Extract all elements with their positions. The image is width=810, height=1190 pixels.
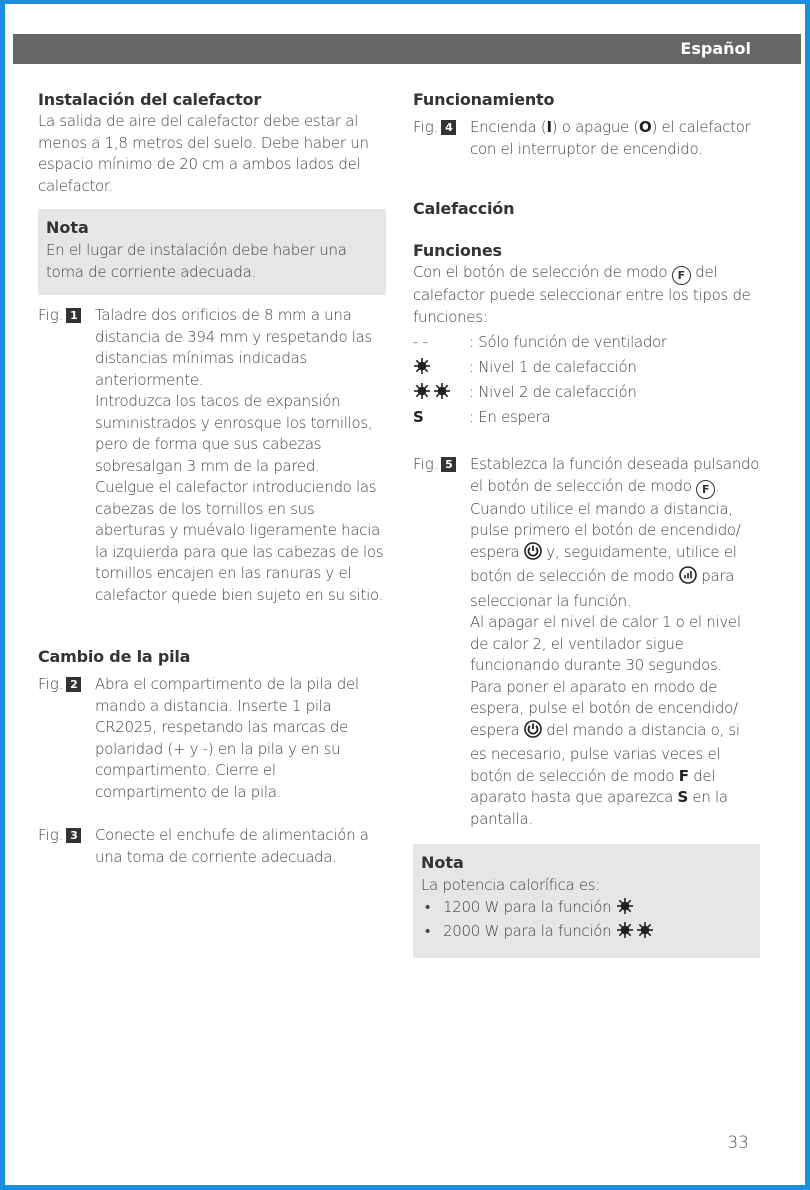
fig-number-badge: 2 bbox=[66, 677, 81, 692]
fig-label: Fig. 5 bbox=[413, 454, 456, 476]
mode-button-icon: F bbox=[696, 480, 715, 499]
language-header bbox=[13, 34, 801, 64]
power-item-1: • 1200 W para la función bbox=[421, 897, 752, 922]
note-intro: La potencia calorífica es: bbox=[421, 876, 601, 894]
fig-1-instructions bbox=[38, 305, 386, 606]
heating-title: Calefacción bbox=[413, 199, 515, 218]
fig-label: Fig. 3 bbox=[38, 825, 81, 847]
remote-mode-icon bbox=[679, 566, 697, 591]
fig-1-step-3: Cuelgue el calefactor introduciendo las cabezas de los tornillos en sus aberturas y muévalo ligeramente hacia la izquierda para que las cabezas de los tornillos encajen en las ranuras y el calefactor quede bien sujeto en su sitio. bbox=[95, 478, 384, 604]
power-item-2: • 2000 W para la función bbox=[421, 921, 752, 946]
operation-title: Funcionamiento bbox=[413, 90, 555, 109]
fig-label: Fig. 1 bbox=[38, 305, 81, 327]
install-body: La salida de aire del calefactor debe estar al menos a 1,8 metros del suelo. Debe haber un espacio mínimo de 20 cm a ambos lados del calefactor. bbox=[38, 112, 369, 195]
fig-5-step-2: Cuando utilice el mando a distancia, pulse primero el botón de encendido/ espera y, seguidamente, utilice el botón de selección de modo para seleccionar la función. bbox=[470, 499, 741, 610]
right-column bbox=[413, 89, 760, 958]
page-number: 33 bbox=[727, 1133, 749, 1153]
fig-2-body: Abra el compartimento de la pila del mando a distancia. Inserte 1 pila CR2025, respetando las marcas de polaridad (+ y -) en la pila y en su compartimento. Cierre el compartimento de la pila. bbox=[95, 675, 359, 801]
fig-number-badge: 1 bbox=[66, 308, 81, 323]
note-title: Nota bbox=[46, 218, 89, 237]
fig-1-step-1: Taladre dos orificios de 8 mm a una distancia de 394 mm y respetando las distancias mínimas indicadas anteriormente. bbox=[95, 306, 373, 389]
fig-number-badge: 4 bbox=[441, 120, 456, 135]
sun-icon bbox=[413, 357, 431, 382]
function-heat-1: : Nivel 1 de calefacción bbox=[413, 357, 760, 382]
fig-5-step-4: Para poner el aparato en modo de espera, pulse el botón de encendido/ espera del mando a distancia o, si es necesario, pulse varias veces el botón de selección de modo F del aparato hasta que aparezca S en la pantalla. bbox=[470, 677, 740, 828]
power-icon bbox=[524, 720, 542, 745]
function-fan: - - : Sólo función de ventilador bbox=[413, 332, 760, 357]
fig-number-badge: 5 bbox=[441, 457, 456, 472]
double-sun-icon bbox=[616, 921, 654, 946]
standby-symbol: S bbox=[413, 408, 424, 426]
battery-title: Cambio de la pila bbox=[38, 647, 191, 666]
function-standby: S : En espera bbox=[413, 407, 760, 432]
power-list bbox=[421, 897, 752, 946]
fig-5-step-1: Establezca la función deseada pulsando el botón de selección de modo F . bbox=[470, 454, 760, 499]
fig-1-step-2: Introduzca los tacos de expansión suministrados y enrosque los tornillos, pero de forma que sus cabezas sobresalgan 3 mm de la pared. bbox=[95, 392, 373, 475]
fig-number-badge: 3 bbox=[66, 828, 81, 843]
fan-only-symbol: - - bbox=[413, 333, 428, 351]
off-symbol: O bbox=[638, 118, 652, 136]
fig-2-instructions bbox=[38, 674, 386, 803]
power-icon bbox=[524, 542, 542, 567]
language-label: Español bbox=[680, 39, 751, 58]
function-heat-2: : Nivel 2 de calefacción bbox=[413, 382, 760, 407]
functions-title: Funciones bbox=[413, 241, 502, 260]
on-symbol: I bbox=[546, 118, 552, 136]
note-box-power bbox=[413, 844, 760, 958]
install-title: Instalación del calefactor bbox=[38, 90, 262, 109]
functions-intro: Con el botón de selección de modo F del calefactor puede seleccionar entre los tipos de funciones: bbox=[413, 263, 751, 326]
fig-4-body: Encienda (I) o apague (O) el calefactor con el interruptor de encendido. bbox=[470, 118, 751, 158]
fig-label: Fig. 4 bbox=[413, 117, 456, 139]
mode-button-icon: F bbox=[672, 266, 691, 285]
note-box-installation bbox=[38, 209, 386, 295]
left-column bbox=[38, 89, 386, 868]
sun-icon bbox=[616, 897, 634, 922]
fig-label: Fig. 2 bbox=[38, 674, 81, 696]
double-sun-icon bbox=[413, 382, 451, 407]
fig-3-instructions bbox=[38, 825, 386, 868]
fig-5-instructions bbox=[413, 454, 760, 830]
fig-3-body: Conecte el enchufe de alimentación a una toma de corriente adecuada. bbox=[95, 826, 369, 866]
functions-list bbox=[413, 332, 760, 432]
note-title: Nota bbox=[421, 853, 464, 872]
note-body: En el lugar de instalación debe haber una toma de corriente adecuada. bbox=[46, 241, 347, 281]
fig-4-instructions bbox=[413, 117, 760, 160]
fig-5-step-3: Al apagar el nivel de calor 1 o el nivel de calor 2, el ventilador sigue funcionando durante 30 segundos. bbox=[470, 613, 741, 674]
